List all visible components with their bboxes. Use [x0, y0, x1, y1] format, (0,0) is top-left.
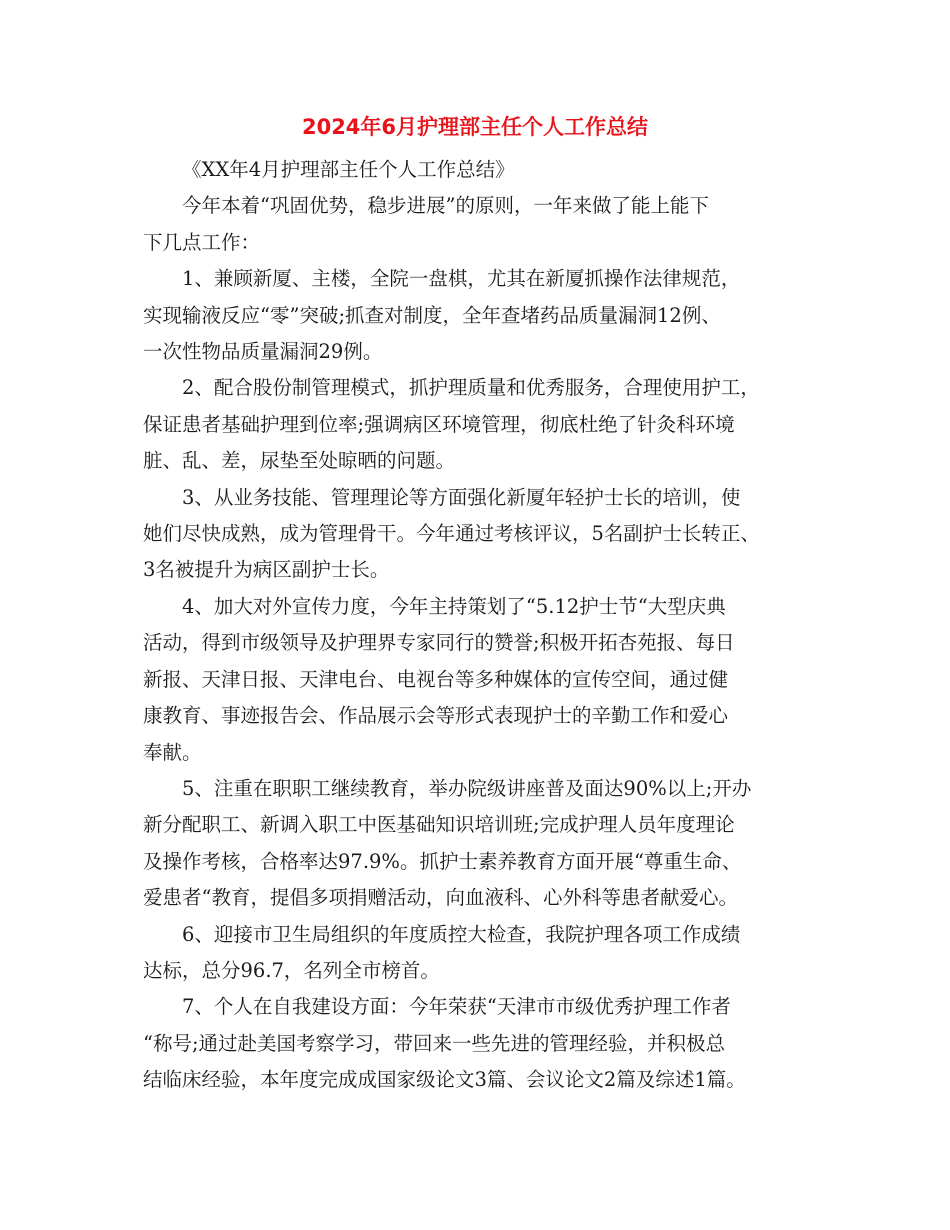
paragraph-line: 实现输液反应“零”突破;抓查对制度，全年查堵药品质量漏洞12例、: [143, 303, 721, 327]
paragraph-line: 新分配职工、新调入职工中医基础知识培训班;完成护理人员年度理论: [143, 813, 735, 837]
paragraph-line: 她们尽快成熟，成为管理骨干。今年通过考核评议，5名副护士长转正、: [143, 522, 760, 546]
paragraph-line: 达标，总分96.7，名列全市榜首。: [143, 958, 440, 982]
paragraph-line: 7、个人在自我建设方面：今年荣获“天津市市级优秀护理工作者: [182, 995, 731, 1019]
paragraph-line: 3、从业务技能、管理理论等方面强化新厦年轻护士长的培训，使: [182, 485, 741, 509]
paragraph-line: 新报、天津日报、天津电台、电视台等多种媒体的宣传空间，通过健: [143, 667, 729, 691]
paragraph-line: 2、配合股份制管理模式，抓护理质量和优秀服务，合理使用护工，: [182, 376, 760, 400]
paragraph-line: 及操作考核，合格率达97.9%。抓护士素养教育方面开展“尊重生命、: [143, 849, 742, 873]
paragraph: [143, 370, 828, 479]
paragraph-line: “称号;通过赴美国考察学习，带回来一些先进的管理经验，并积极总: [143, 1031, 726, 1055]
paragraph-line: 今年本着“巩固优势，稳步进展”的原则，一年来做了能上能下: [182, 194, 709, 218]
paragraph: [143, 589, 828, 771]
paragraph-line: 爱患者“教育，提倡多项捐赠活动，向血液科、心外科等患者献爱心。: [143, 886, 738, 910]
paragraph-line: 4、加大对外宣传力度，今年主持策划了“5.12护士节“大型庆典: [182, 594, 726, 618]
paragraph-line: 保证患者基础护理到位率;强调病区环境管理，彻底杜绝了针灸科环境: [143, 412, 735, 436]
document-title: 2024年6月护理部主任个人工作总结: [301, 115, 649, 139]
paragraph-line: 1、兼顾新厦、主楼，全院一盘棋，尤其在新厦抓操作法律规范，: [182, 267, 741, 291]
document-body: [143, 152, 828, 1099]
paragraph: [143, 261, 828, 370]
paragraph-line: 3名被提升为病区副护士长。: [143, 558, 390, 582]
paragraph: [143, 989, 828, 1098]
paragraph-line: 结临床经验，本年度完成成国家级论文3篇、会议论文2篇及综述1篇。: [143, 1068, 746, 1092]
paragraph: [143, 188, 828, 261]
paragraph: [143, 152, 828, 188]
paragraph-line: 《XX年4月护理部主任个人工作总结》: [182, 158, 515, 181]
paragraph-line: 6、迎接市卫生局组织的年度质控大检查，我院护理各项工作成绩: [182, 922, 741, 946]
paragraph-line: 5、注重在职职工继续教育，举办院级讲座普及面达90%以上;开办: [182, 776, 752, 800]
paragraph-line: 奉献。: [143, 740, 202, 764]
paragraph: [143, 480, 828, 589]
paragraph-line: 活动，得到市级领导及护理界专家同行的赞誉;积极开拓杏苑报、每日: [143, 631, 735, 655]
paragraph-line: 一次性物品质量漏洞29例。: [143, 340, 383, 364]
paragraph: [143, 917, 828, 990]
paragraph: [143, 771, 828, 917]
paragraph-line: 下几点工作：: [143, 230, 261, 254]
paragraph-line: 脏、乱、差，尿垫至处晾晒的问题。: [143, 449, 456, 473]
paragraph-line: 康教育、事迹报告会、作品展示会等形式表现护士的辛勤工作和爱心: [143, 704, 729, 728]
